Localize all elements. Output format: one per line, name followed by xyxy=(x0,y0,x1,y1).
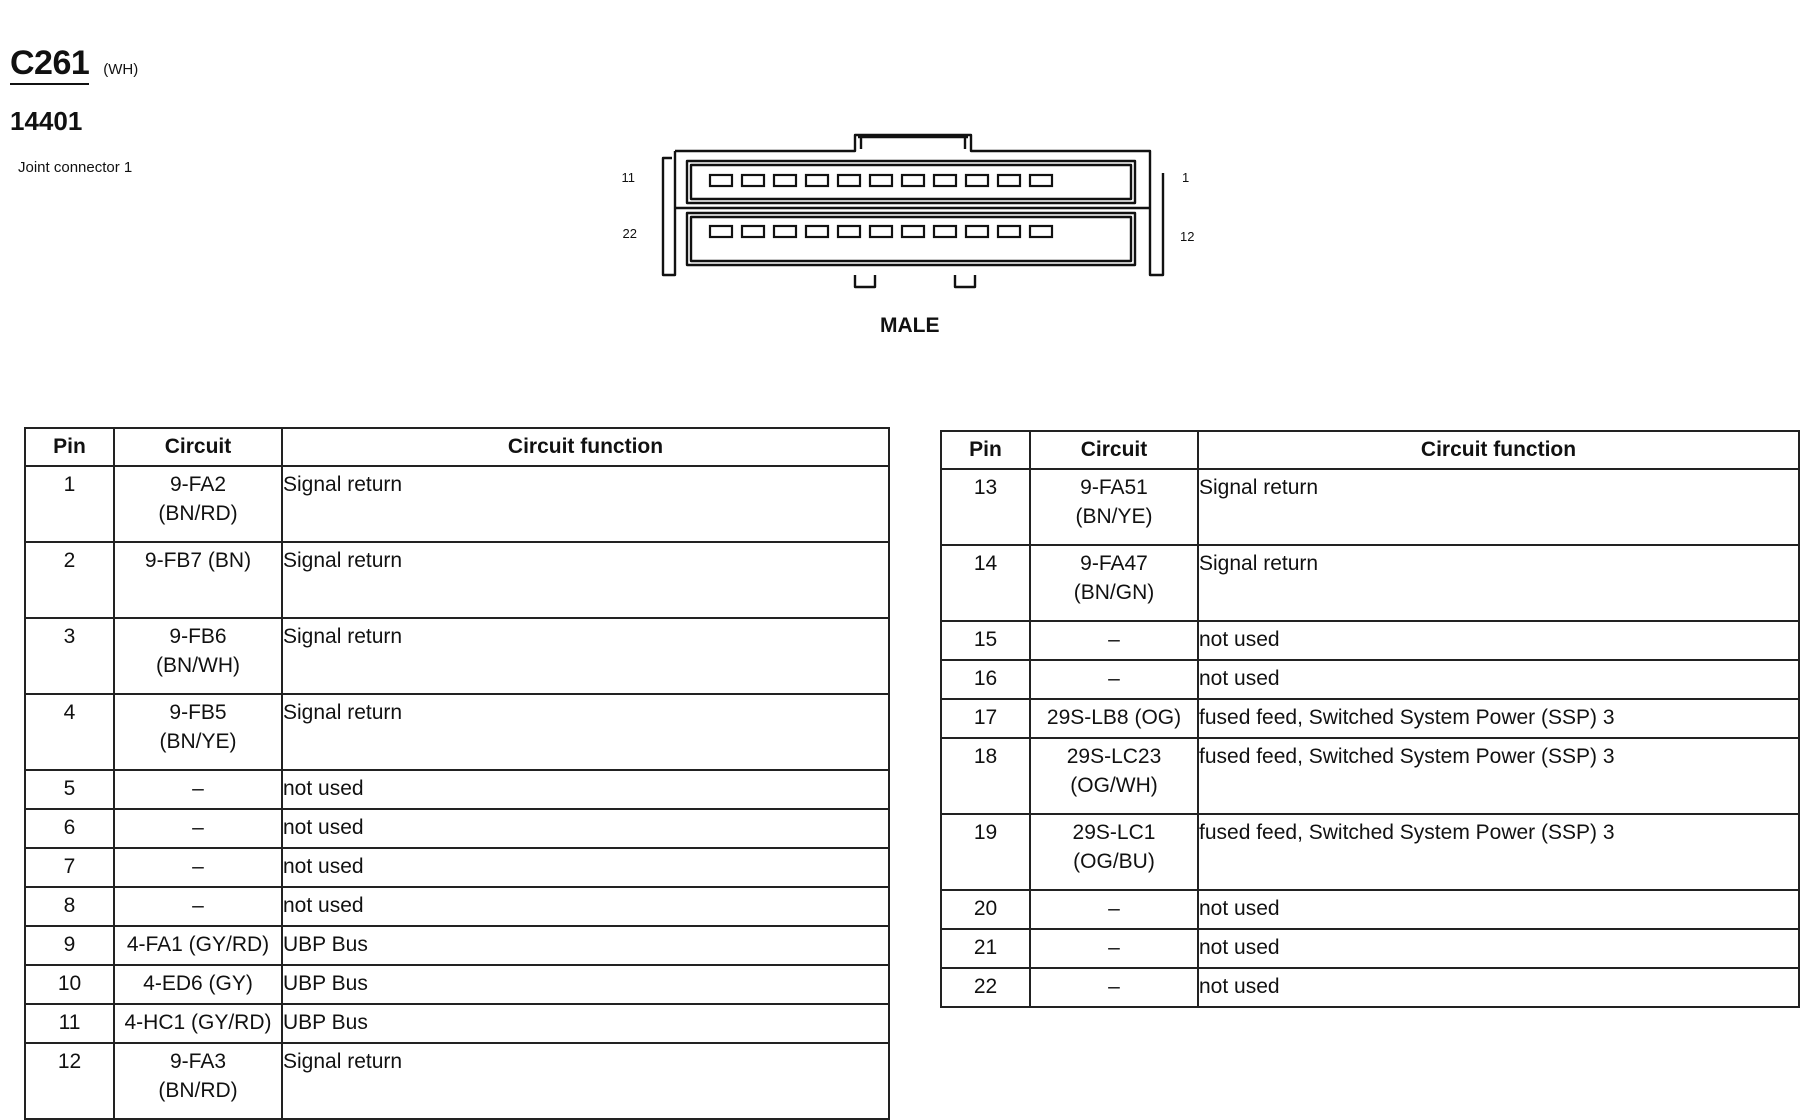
column-header-function: Circuit function xyxy=(282,428,889,466)
circuit-cell: – xyxy=(1030,621,1198,660)
terminal-cavity xyxy=(742,175,764,186)
pin-cell: 11 xyxy=(25,1004,114,1043)
table-row xyxy=(25,770,889,809)
function-cell: fused feed, Switched System Power (SSP) 3 xyxy=(1198,699,1799,738)
pin-cell: 19 xyxy=(941,814,1030,890)
terminal-cavity xyxy=(934,175,956,186)
function-cell: Signal return xyxy=(1198,469,1799,545)
circuit-cell: 4-HC1 (GY/RD) xyxy=(114,1004,282,1043)
function-cell: UBP Bus xyxy=(282,965,889,1004)
terminal-cavity xyxy=(966,226,988,237)
pin-table-left xyxy=(24,427,890,1120)
pin-label-22: 22 xyxy=(622,226,637,241)
table-row xyxy=(25,1004,889,1043)
connector-outer-shell xyxy=(663,135,1163,275)
function-cell: Signal return xyxy=(1198,545,1799,621)
function-cell: not used xyxy=(1198,968,1799,1007)
pin-cell: 10 xyxy=(25,965,114,1004)
function-cell: not used xyxy=(1198,621,1799,660)
table-row xyxy=(941,469,1799,545)
terminal-cavity xyxy=(838,226,860,237)
table-row xyxy=(25,542,889,618)
connector-id: C261 xyxy=(10,44,89,85)
terminal-cavity xyxy=(966,175,988,186)
pin-cell: 8 xyxy=(25,887,114,926)
pin-cell: 14 xyxy=(941,545,1030,621)
pin-cell: 2 xyxy=(25,542,114,618)
circuit-cell: – xyxy=(1030,968,1198,1007)
column-header-circuit: Circuit xyxy=(114,428,282,466)
part-number: 14401 xyxy=(10,106,83,136)
pin-label-1: 1 xyxy=(1182,170,1190,185)
connector-top-latch xyxy=(858,135,968,149)
circuit-cell: – xyxy=(114,770,282,809)
connector-color: (WH) xyxy=(103,61,139,79)
circuit-cell: – xyxy=(1030,660,1198,699)
circuit-cell: 4-FA1 (GY/RD) xyxy=(114,926,282,965)
circuit-cell: 9-FB7 (BN) xyxy=(114,542,282,618)
function-cell: not used xyxy=(282,770,889,809)
table-row xyxy=(941,929,1799,968)
circuit-cell: 29S-LC1 (OG/BU) xyxy=(1030,814,1198,890)
terminal-cavity xyxy=(1030,175,1052,186)
circuit-cell: – xyxy=(114,887,282,926)
terminal-grid xyxy=(710,175,1052,237)
function-cell: not used xyxy=(1198,890,1799,929)
pin-cell: 21 xyxy=(941,929,1030,968)
table-row xyxy=(941,968,1799,1007)
pin-cell: 12 xyxy=(25,1043,114,1119)
pin-cell: 9 xyxy=(25,926,114,965)
pin-cell: 4 xyxy=(25,694,114,770)
function-cell: not used xyxy=(282,809,889,848)
terminal-cavity xyxy=(870,226,892,237)
circuit-cell: – xyxy=(1030,890,1198,929)
function-cell: not used xyxy=(282,887,889,926)
pin-cell: 1 xyxy=(25,466,114,542)
table-row xyxy=(25,1043,889,1119)
terminal-cavity xyxy=(710,226,732,237)
table-row xyxy=(941,890,1799,929)
terminal-cavity xyxy=(934,226,956,237)
function-cell: not used xyxy=(1198,660,1799,699)
table-row xyxy=(941,699,1799,738)
pin-cell: 5 xyxy=(25,770,114,809)
circuit-cell: – xyxy=(114,848,282,887)
function-cell: Signal return xyxy=(282,542,889,618)
pin-cell: 18 xyxy=(941,738,1030,814)
function-cell: not used xyxy=(1198,929,1799,968)
table-row xyxy=(941,738,1799,814)
column-header-function: Circuit function xyxy=(1198,431,1799,469)
table-row xyxy=(25,965,889,1004)
pin-cell: 22 xyxy=(941,968,1030,1007)
function-cell: UBP Bus xyxy=(282,1004,889,1043)
terminal-cavity xyxy=(742,226,764,237)
pin-cell: 17 xyxy=(941,699,1030,738)
circuit-cell: 9-FA3 (BN/RD) xyxy=(114,1043,282,1119)
circuit-cell: 9-FB6 (BN/WH) xyxy=(114,618,282,694)
circuit-cell: 29S-LC23 (OG/WH) xyxy=(1030,738,1198,814)
function-cell: UBP Bus xyxy=(282,926,889,965)
terminal-cavity xyxy=(1030,226,1052,237)
table-row xyxy=(25,694,889,770)
connector-face-diagram xyxy=(615,125,1195,305)
connector-lower-cavity xyxy=(687,213,1135,265)
circuit-cell: 9-FB5 (BN/YE) xyxy=(114,694,282,770)
circuit-cell: – xyxy=(114,809,282,848)
circuit-cell: 9-FA51 (BN/YE) xyxy=(1030,469,1198,545)
connector-bottom-key-right xyxy=(955,275,975,287)
terminal-cavity xyxy=(902,175,924,186)
circuit-cell: 9-FA2 (BN/RD) xyxy=(114,466,282,542)
circuit-cell: – xyxy=(1030,929,1198,968)
column-header-pin: Pin xyxy=(941,431,1030,469)
terminal-cavity xyxy=(774,226,796,237)
connector-header xyxy=(10,44,138,83)
table-row xyxy=(941,814,1799,890)
terminal-cavity xyxy=(998,175,1020,186)
function-cell: fused feed, Switched System Power (SSP) 3 xyxy=(1198,738,1799,814)
pin-cell: 15 xyxy=(941,621,1030,660)
connector-upper-cavity xyxy=(687,161,1135,203)
connector-gender: MALE xyxy=(880,314,940,337)
terminal-cavity xyxy=(838,175,860,186)
table-row xyxy=(25,926,889,965)
terminal-cavity xyxy=(998,226,1020,237)
terminal-cavity xyxy=(806,175,828,186)
table-header-row xyxy=(25,428,889,466)
pin-label-11: 11 xyxy=(621,170,635,185)
pin-cell: 13 xyxy=(941,469,1030,545)
circuit-cell: 29S-LB8 (OG) xyxy=(1030,699,1198,738)
function-cell: Signal return xyxy=(282,694,889,770)
table-row xyxy=(25,466,889,542)
terminal-cavity xyxy=(774,175,796,186)
connector-bottom-key-left xyxy=(855,275,875,287)
pin-table-right xyxy=(940,430,1800,1008)
pin-cell: 6 xyxy=(25,809,114,848)
column-header-pin: Pin xyxy=(25,428,114,466)
table-row xyxy=(25,848,889,887)
function-cell: fused feed, Switched System Power (SSP) 3 xyxy=(1198,814,1799,890)
pin-label-12: 12 xyxy=(1180,229,1195,244)
pin-cell: 16 xyxy=(941,660,1030,699)
table-row xyxy=(941,621,1799,660)
function-cell: not used xyxy=(282,848,889,887)
connector-description: Joint connector 1 xyxy=(18,159,133,176)
table-row xyxy=(941,545,1799,621)
table-row xyxy=(941,660,1799,699)
pin-cell: 3 xyxy=(25,618,114,694)
pin-cell: 7 xyxy=(25,848,114,887)
terminal-cavity xyxy=(870,175,892,186)
table-row xyxy=(25,809,889,848)
table-row xyxy=(25,887,889,926)
function-cell: Signal return xyxy=(282,466,889,542)
table-header-row xyxy=(941,431,1799,469)
function-cell: Signal return xyxy=(282,618,889,694)
circuit-cell: 4-ED6 (GY) xyxy=(114,965,282,1004)
function-cell: Signal return xyxy=(282,1043,889,1119)
terminal-cavity xyxy=(710,175,732,186)
terminal-cavity xyxy=(902,226,924,237)
circuit-cell: 9-FA47 (BN/GN) xyxy=(1030,545,1198,621)
table-row xyxy=(25,618,889,694)
terminal-cavity xyxy=(806,226,828,237)
column-header-circuit: Circuit xyxy=(1030,431,1198,469)
pin-cell: 20 xyxy=(941,890,1030,929)
